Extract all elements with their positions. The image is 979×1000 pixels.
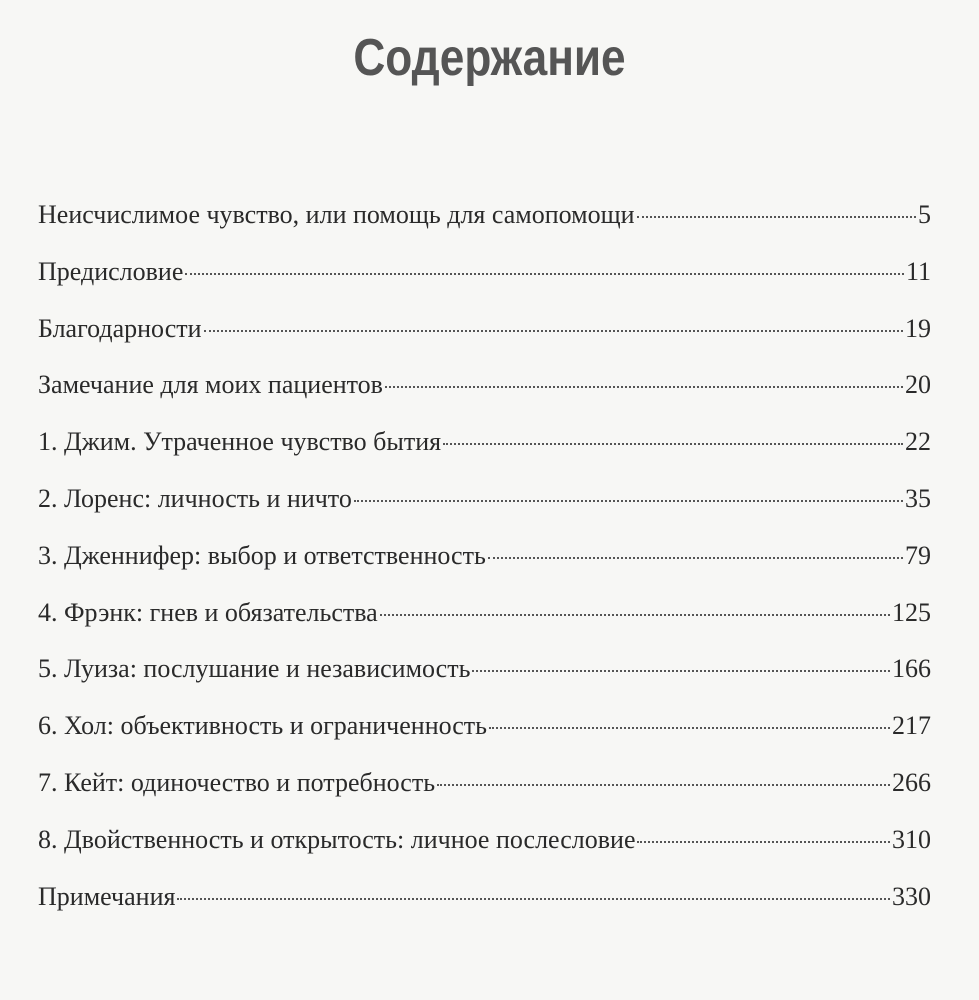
dot-leader: [185, 273, 904, 275]
toc-entry: [38, 370, 931, 427]
table-of-contents: [38, 200, 931, 938]
toc-entry: [38, 484, 931, 541]
toc-entry-label: 3. Дженнифер: выбор и ответственность: [38, 540, 486, 570]
dot-leader: [354, 500, 903, 502]
toc-entry-page: 79: [905, 540, 931, 570]
toc-entry-page: 35: [905, 483, 931, 513]
dot-leader: [177, 898, 890, 900]
toc-entry-page: 20: [905, 370, 931, 400]
toc-entry: [38, 882, 931, 939]
toc-entry-page: 22: [905, 427, 931, 457]
toc-entry: [38, 654, 931, 711]
toc-entry-label: Примечания: [38, 881, 176, 911]
toc-entry: [38, 257, 931, 314]
toc-entry-label: 6. Хол: объективность и ограниченность: [38, 711, 488, 741]
toc-entry: [38, 768, 931, 825]
toc-entry-label: 4. Фрэнк: гнев и обязательства: [38, 597, 378, 627]
toc-entry: [38, 598, 931, 655]
dot-leader: [437, 784, 890, 786]
toc-entry: [38, 314, 931, 371]
toc-entry-page: 330: [892, 881, 931, 911]
dot-leader: [380, 614, 890, 616]
dot-leader: [385, 386, 903, 388]
dot-leader: [204, 330, 903, 332]
toc-entry-page: 5: [918, 200, 931, 229]
dot-leader: [489, 727, 890, 729]
toc-entry: [38, 711, 931, 768]
page-title: Содержание: [353, 29, 626, 87]
toc-entry-page: 217: [892, 711, 931, 741]
dot-leader: [472, 670, 890, 672]
toc-entry-page: 310: [892, 824, 931, 854]
toc-entry-label: Замечание для моих пациентов: [38, 370, 383, 400]
dot-leader: [488, 557, 903, 559]
toc-entry-label: Предисловие: [38, 256, 184, 286]
toc-entry: [38, 825, 931, 882]
toc-entry-page: 166: [892, 654, 931, 684]
toc-entry-label: 7. Кейт: одиночество и потребность: [38, 767, 436, 797]
toc-entry: [38, 541, 931, 598]
toc-entry-label: 8. Двойственность и открытость: личное послесловие: [38, 824, 636, 854]
dot-leader: [637, 216, 916, 218]
toc-entry-label: 5. Луиза: послушание и независимость: [38, 654, 471, 684]
toc-entry: [38, 427, 931, 484]
dot-leader: [443, 443, 903, 445]
toc-entry-label: Неисчислимое чувство, или помощь для самопомощи: [38, 200, 635, 229]
dot-leader: [637, 841, 890, 843]
toc-entry-page: 125: [892, 597, 931, 627]
toc-entry-label: 1. Джим. Утраченное чувство бытия: [38, 427, 442, 457]
toc-entry: [38, 200, 931, 257]
toc-entry-page: 266: [892, 767, 931, 797]
toc-entry-page: 19: [905, 313, 931, 343]
toc-entry-label: 2. Лоренс: личность и ничто: [38, 483, 352, 513]
toc-entry-page: 11: [905, 256, 931, 286]
toc-entry-label: Благодарности: [38, 313, 202, 343]
